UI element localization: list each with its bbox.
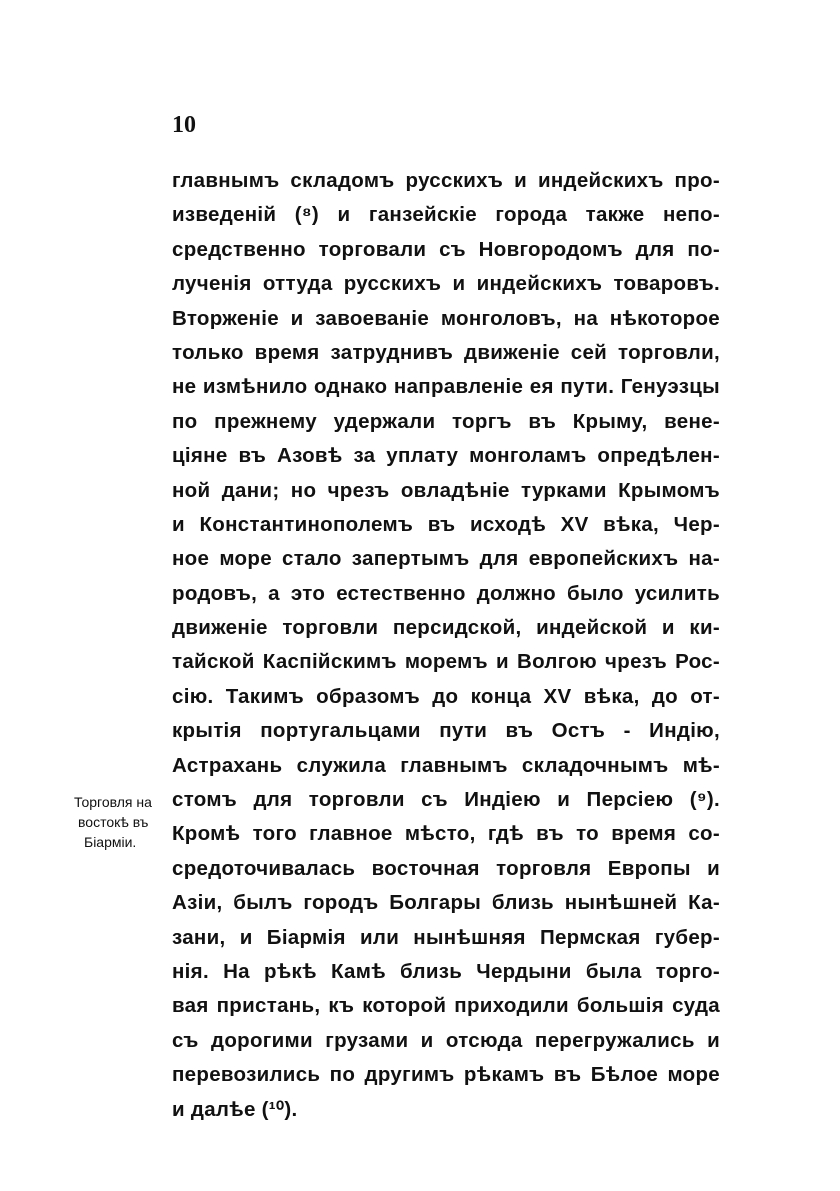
text-line: крытiя португальцами пути въ Остъ - Индiю,	[172, 719, 720, 743]
text-line: и Константинополемъ въ исходѣ XV вѣка, Чер-	[172, 512, 720, 536]
margin-note-line: востокѣ въ	[78, 814, 149, 830]
body-text	[172, 164, 720, 1127]
text-line: тайской Каспiйскимъ моремъ и Волгою чрезъ Рос-	[172, 650, 720, 674]
text-line: Астрахань служила главнымъ складочнымъ мѣ-	[172, 753, 720, 777]
margin-note-line: Торговля на	[74, 794, 152, 810]
text-line: главнымъ складомъ русскихъ и индейскихъ про-	[172, 169, 720, 192]
text-line: движенiе торговли персидской, индейской и ки-	[172, 616, 720, 640]
text-line: ной дани; но чрезъ овладѣнiе турками Крымомъ	[172, 478, 720, 502]
text-line: съ дорогими грузами и отсюда перегружались и	[172, 1028, 720, 1052]
text-line: не измѣнило однако направленiе ея пути. Генуэзцы	[172, 375, 720, 399]
text-line: по прежнему удержали торгъ въ Крыму, вене-	[172, 409, 720, 433]
text-line: средоточивалась восточная торговля Европы и	[172, 856, 720, 880]
text-line: Азiи, былъ городъ Болгары близь нынѣшней Ка-	[172, 891, 720, 915]
page-number: 10	[172, 112, 196, 138]
text-line: и далѣе (¹⁰).	[172, 1097, 298, 1121]
text-line: средственно торговали съ Новгородомъ для по-	[172, 237, 720, 261]
text-line: цiяне въ Азовѣ за уплату монголамъ опредѣлен-	[172, 444, 720, 468]
text-line: нiя. На рѣкѣ Камѣ близь Чердыни была торго-	[172, 959, 720, 983]
text-line: Вторженiе и завоеванiе монголовъ, на нѣкоторое	[172, 306, 720, 330]
text-line: лученiя оттуда русскихъ и индейскихъ товаровъ.	[172, 272, 720, 296]
text-line: сiю. Такимъ образомъ до конца XV вѣка, до от-	[172, 684, 720, 708]
margin-note-line: Бiармiи.	[84, 834, 137, 850]
text-line: зани, и Бiармiя или нынѣшняя Пермская губер-	[172, 925, 720, 949]
text-line: Кромѣ того главное мѣсто, гдѣ въ то время со-	[172, 822, 720, 846]
text-line: изведенiй (⁸) и ганзейскiе города также непо-	[172, 203, 720, 227]
text-line: родовъ, а это естественно должно было усилить	[172, 581, 720, 605]
text-line: стомъ для торговли съ Индiею и Персiею (⁹).	[172, 788, 720, 812]
text-line: только время затруднивъ движенiе сей торговли,	[172, 340, 720, 364]
text-line: перевозились по другимъ рѣкамъ въ Бѣлое море	[172, 1063, 720, 1087]
margin-note	[74, 792, 170, 852]
text-line: вая пристань, къ которой приходили большiя суда	[172, 994, 720, 1018]
text-line: ное море стало запертымъ для европейскихъ на-	[172, 547, 720, 571]
